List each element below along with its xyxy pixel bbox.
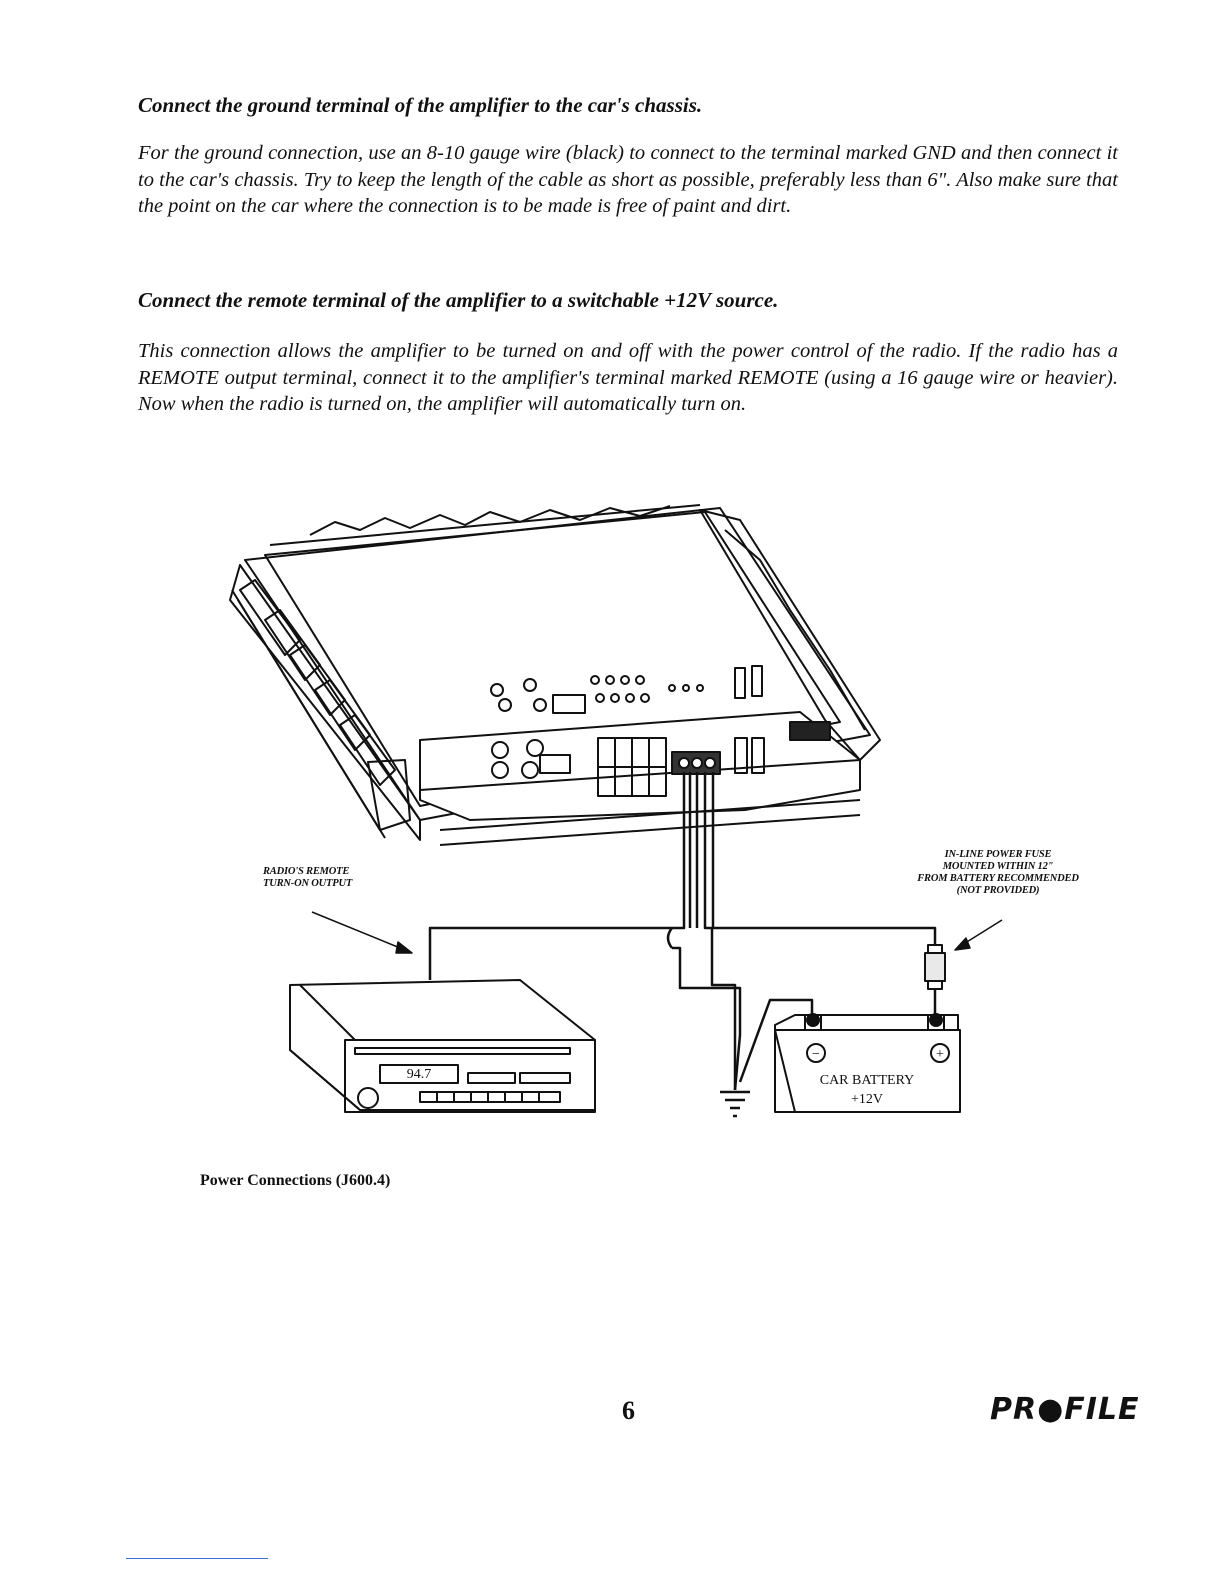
profile-logo: PR●FILE: [990, 1392, 1140, 1427]
battery-label: CAR BATTERY: [819, 1073, 915, 1088]
section-heading-remote: Connect the remote terminal of the amplifier to a switchable +12V source.: [138, 288, 779, 312]
page-number: 6: [622, 1396, 635, 1425]
figure-caption: Power Connections (J600.4): [200, 1172, 391, 1189]
section-heading-ground: Connect the ground terminal of the amplifier to the car's chassis.: [138, 93, 703, 117]
radio-display-text: 94.7: [406, 1067, 432, 1082]
paragraph-remote: This connection allows the amplifier to be turned on and off with the power control of the radio. If the radio has a REMOTE output terminal, connect it to the amplifier's terminal marked REMOTE (using a 16 gauge wire or heavier). Now when the radio is turned on, the amplifier will automatically turn on.: [138, 340, 1118, 415]
battery-voltage: +12V: [850, 1092, 884, 1107]
fuse-label: IN-LINE POWER FUSE MOUNTED WITHIN 12" FROM BATTERY RECOMMENDED (NOT PROVIDED): [917, 849, 1079, 896]
radio-head-unit: [290, 980, 595, 1112]
power-connections-diagram: [200, 500, 1120, 1130]
battery-negative-sign: −: [812, 1047, 820, 1062]
paragraph-ground: For the ground connection, use an 8-10 gauge wire (black) to connect to the terminal marked GND and then connect it to the car's chassis. Try to keep the length of the cable as short as possible, preferably less than 6". Also make sure that the point on the car where the connection is to be made is free of paint and dirt.: [138, 142, 1118, 217]
arrow-radio: [312, 912, 412, 953]
arrow-fuse: [955, 920, 1002, 950]
bottom-divider: [126, 1558, 268, 1559]
inline-fuse: [925, 945, 945, 989]
amplifier: [230, 505, 880, 845]
radio-remote-label: RADIO'S REMOTE TURN-ON OUTPUT: [263, 866, 353, 889]
battery-positive-sign: +: [936, 1047, 944, 1062]
